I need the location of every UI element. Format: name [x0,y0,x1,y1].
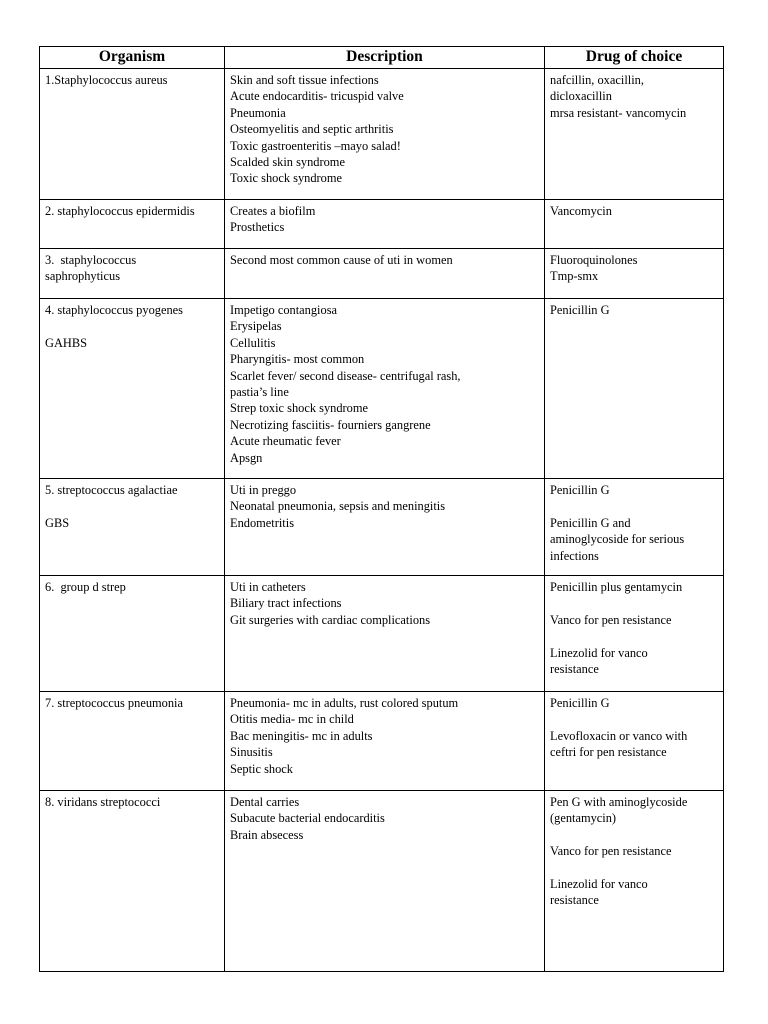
organism-cell [40,692,225,791]
organism-cell [40,479,225,576]
drug-cell [545,692,724,791]
organism-cell [40,576,225,692]
table-row [40,200,724,249]
cell-line: 5. streptococcus agalactiae [45,483,178,497]
cell-line: dicloxacillin [550,89,612,104]
cell-line: 8. viridans streptococci [45,795,161,809]
cell-line: Second most common cause of uti in women [230,253,453,267]
drug-cell [545,249,724,299]
drug-cell [545,479,724,576]
table-row [40,479,724,576]
blank-line [550,711,718,727]
blank-line [550,860,718,876]
cell-line: GBS [45,515,70,530]
cell-line: pastia’s line [230,385,289,400]
cell-line: (gentamycin) [550,811,617,826]
table-body [40,69,724,972]
cell-line: Bac meningitis- mc in adults [230,728,373,743]
cell-line: Toxic gastroenteritis –mayo salad! [230,138,401,153]
cell-line: Cellulitis [230,335,276,350]
cell-line: Creates a biofilm [230,204,316,218]
header-description: Description [225,47,545,69]
organism-cell [40,69,225,200]
table-row [40,299,724,479]
cell-line: Acute rheumatic fever [230,434,341,449]
cell-line: Skin and soft tissue infections [230,73,379,87]
cell-line: Uti in catheters [230,580,306,594]
cell-line: Neonatal pneumonia, sepsis and meningitis [230,499,446,514]
cell-line: Toxic shock syndrome [230,171,343,186]
table-row [40,791,724,972]
cell-line: Penicillin G [550,696,610,710]
table-row [40,692,724,791]
cell-line: Brain absecess [230,827,304,842]
description-cell [225,200,545,249]
cell-line: aminoglycoside for serious [550,532,685,547]
drug-cell [545,69,724,200]
cell-line: mrsa resistant- vancomycin [550,105,687,120]
cell-line: Necrotizing fasciitis- fourniers gangrene [230,417,431,432]
blank-line [550,827,718,843]
cell-line: 3. staphylococcus [45,253,137,267]
cell-line: Acute endocarditis- tricuspid valve [230,89,404,104]
cell-line: Prosthetics [230,220,285,235]
blank-line [45,318,219,334]
cell-line: Otitis media- mc in child [230,712,354,727]
cell-line: Dental carries [230,795,300,809]
cell-line: infections [550,548,599,563]
cell-line: GAHBS [45,335,87,350]
organism-cell [40,299,225,479]
cell-line: Septic shock [230,761,293,776]
cell-line: Vanco for pen resistance [550,612,672,627]
cell-line: Vanco for pen resistance [550,844,672,859]
description-cell [225,299,545,479]
cell-line: resistance [550,662,599,676]
blank-line [550,628,718,644]
cell-line: ceftri for pen resistance [550,745,667,760]
cell-line: 4. staphylococcus pyogenes [45,303,183,317]
table-row [40,576,724,692]
cell-line: Biliary tract infections [230,596,342,611]
cell-line: 6. group d strep [45,580,126,594]
cell-line: Pneumonia [230,105,286,120]
cell-line: Pharyngitis- most common [230,352,365,367]
drug-cell [545,791,724,972]
description-cell [225,69,545,200]
blank-line [45,498,219,514]
blank-line [550,498,718,514]
drug-cell [545,576,724,692]
organism-drug-table [39,46,724,972]
cell-line: saphrophyticus [45,269,121,284]
description-cell [225,479,545,576]
cell-line: Vancomycin [550,204,612,218]
header-drug-of-choice: Drug of choice [545,47,724,69]
cell-line: resistance [550,893,599,908]
cell-line: Uti in preggo [230,483,297,497]
organism-cell [40,791,225,972]
organism-cell [40,200,225,249]
cell-line: 2. staphylococcus epidermidis [45,204,195,218]
cell-line: Linezolid for vanco [550,645,648,660]
cell-line: Scalded skin syndrome [230,155,345,170]
cell-line: Sinusitis [230,745,273,760]
cell-line: Penicillin G and [550,515,631,530]
cell-line: Linezolid for vanco [550,877,648,891]
cell-line: Strep toxic shock syndrome [230,401,368,416]
cell-line: Tmp-smx [550,269,599,284]
cell-line: Osteomyelitis and septic arthritis [230,122,394,137]
cell-line: 7. streptococcus pneumonia [45,696,183,710]
description-cell [225,692,545,791]
header-organism: Organism [40,47,225,69]
description-cell [225,791,545,972]
cell-line: Penicillin G [550,483,610,497]
description-cell [225,249,545,299]
cell-line: Penicillin G [550,303,610,317]
cell-line: Impetigo contangiosa [230,303,338,317]
cell-line: Subacute bacterial endocarditis [230,811,385,826]
blank-line [550,595,718,611]
cell-line: Erysipelas [230,319,282,334]
cell-line: Penicillin plus gentamycin [550,580,683,594]
cell-line: Git surgeries with cardiac complications [230,612,431,627]
drug-cell [545,299,724,479]
cell-line: Endometritis [230,515,295,530]
cell-line: 1.Staphylococcus aureus [45,73,168,87]
table-row [40,249,724,299]
header-row [40,47,724,69]
table-row [40,69,724,200]
description-cell [225,576,545,692]
cell-line: nafcillin, oxacillin, [550,73,644,87]
drug-cell [545,200,724,249]
cell-line: Levofloxacin or vanco with [550,728,688,743]
cell-line: Scarlet fever/ second disease- centrifugal rash, [230,368,461,383]
cell-line: Pneumonia- mc in adults, rust colored sputum [230,696,459,710]
cell-line: Fluoroquinolones [550,253,638,267]
cell-line: Apsgn [230,450,263,465]
organism-cell [40,249,225,299]
cell-line: Pen G with aminoglycoside [550,795,688,809]
